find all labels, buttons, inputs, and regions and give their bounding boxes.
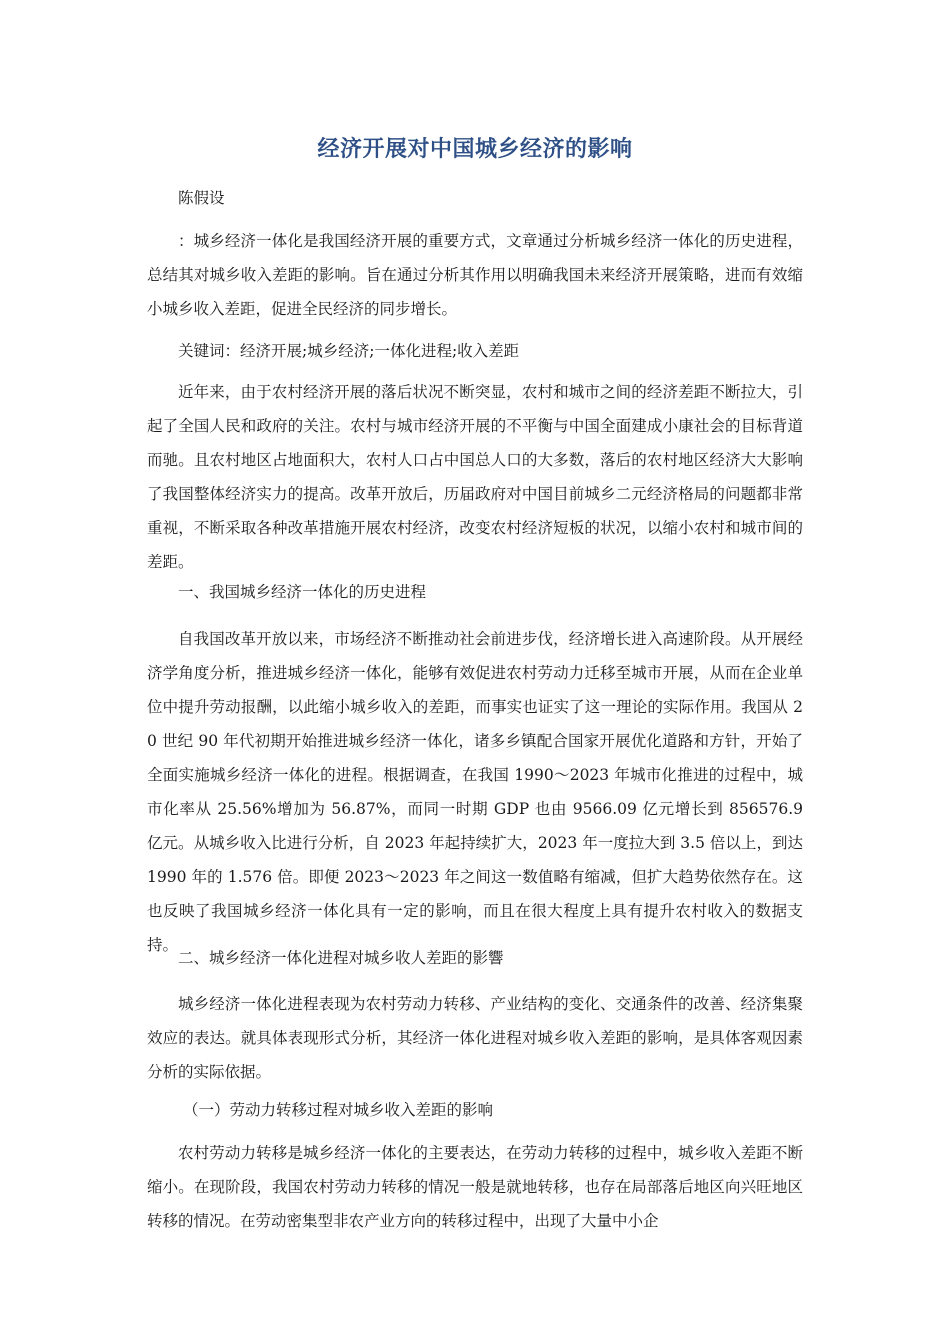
section1-heading: 一、我国城乡经济一体化的历史进程 <box>178 583 427 601</box>
subsection1-paragraph: 农村劳动力转移是城乡经济一体化的主要表达，在劳动力转移的过程中，城乡收入差距不断缩小。在现阶段，我国农村劳动力转移的情况一般是就地转移，也存在局部落后地区向兴旺地区转移的情况。在劳动密集型非农产业方向的转移过程中，出现了大量中小企 <box>147 1144 803 1230</box>
author-line: 陈假设 <box>178 189 225 207</box>
section2-paragraph: 城乡经济一体化进程表现为农村劳动力转移、产业结构的变化、交通条件的改善、经济集聚效应的表达。就具体表现形式分析，其经济一体化进程对城乡收入差距的影响，是具体客观因素分析的实际依据。 <box>147 995 803 1081</box>
keywords-line: 关键词：经济开展;城乡经济;一体化进程;收入差距 <box>178 342 520 360</box>
subsection1-heading: （一）劳动力转移过程对城乡收入差距的影响 <box>183 1101 494 1119</box>
section2-heading: 二、城乡经济一体化进程对城乡收人差距的影響 <box>178 949 504 967</box>
section1-paragraph: 自我国改革开放以来，市场经济不断推动社会前进步伐，经济增长进入高速阶段。从开展经济学角度分析，推进城乡经济一体化，能够有效促进农村劳动力迁移至城市开展，从而在企业单位中提升劳动报酬，以此缩小城乡收入的差距，而事实也证实了这一理论的实际作用。我国从 20 世纪 90 年代初期开始推进城乡经济一体化，诸多乡镇配合国家开展优化道路和方针，开始了全面实施城乡经济一体化的进程。根据调查，在我国 1990～2023 年城市化推进的过程中，城市化率从 25.56%增加为 56.87%，而同一时期 GDP 也由 9566.09 亿元增长到 856576.9 亿元。从城乡收入比进行分析，自 2023 年起持续扩大，2023 年一度拉大到 3.5 倍以上，到达 1990 年的 1.576 倍。即便 2023～2023 年之间这一数值略有缩减，但扩大趋势依然存在。这也反映了我国城乡经济一体化具有一定的影响，而且在很大程度上具有提升农村收入的数据支持。 <box>147 630 803 954</box>
document-title: 经济开展对中国城乡经济的影响 <box>317 137 633 162</box>
abstract-paragraph: ：城乡经济一体化是我国经济开展的重要方式，文章通过分析城乡经济一体化的历史进程，总结其对城乡收入差距的影响。旨在通过分析其作用以明确我国未来经济开展策略，进而有效缩小城乡收入差距，促进全民经济的同步增长。 <box>147 232 803 318</box>
intro-paragraph: 近年来，由于农村经济开展的落后状况不断突显，农村和城市之间的经济差距不断拉大，引起了全国人民和政府的关注。农村与城市经济开展的不平衡与中国全面建成小康社会的目标背道而驰。且农村地区占地面积大，农村人口占中国总人口的大多数，落后的农村地区经济大大影响了我国整体经济实力的提高。改革开放后，历届政府对中国目前城乡二元经济格局的问题都非常重视，不断采取各种改革措施开展农村经济，改变农村经济短板的状况，以缩小农村和城市间的差距。 <box>147 383 803 571</box>
